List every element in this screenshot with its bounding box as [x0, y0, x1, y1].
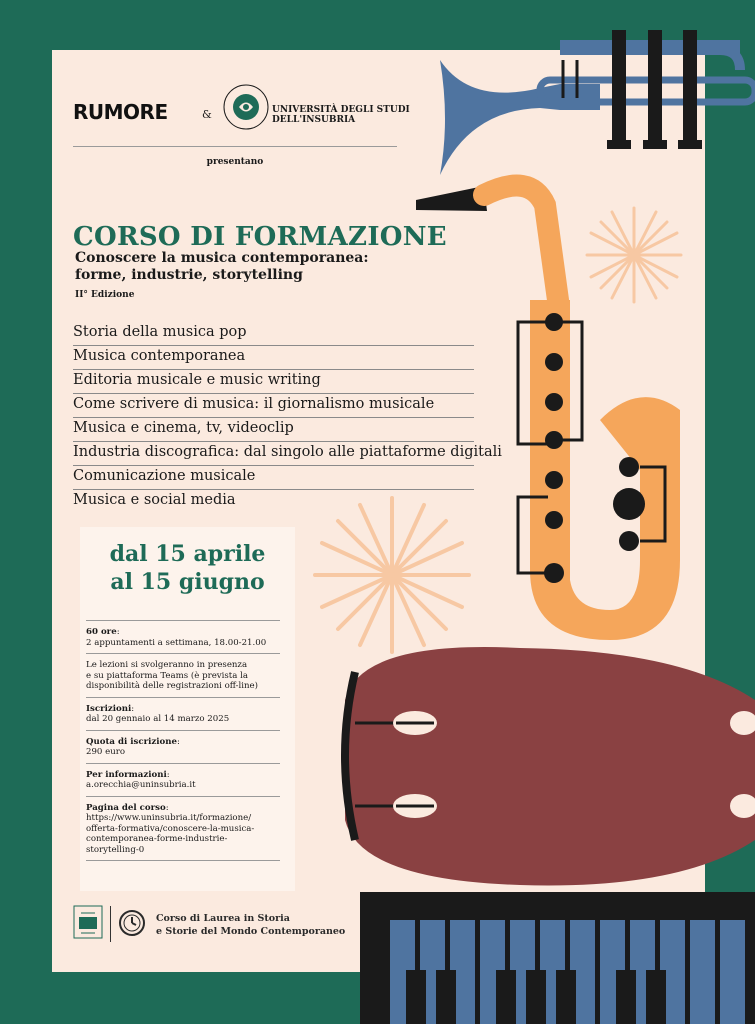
hours-label: 60 ore	[86, 627, 117, 637]
quota-text: 290 euro	[86, 747, 126, 757]
degree-course-label	[156, 912, 345, 938]
url-line2: offerta-formativa/conoscere-la-musica-	[86, 823, 255, 834]
contact-email-link[interactable]: a.orecchia@uninsubria.it	[86, 780, 196, 790]
dates-line2: al 15 giugno	[110, 569, 265, 595]
lessons-block	[86, 653, 280, 697]
quota-block: Quota di iscrizione: 290 euro	[86, 730, 280, 763]
edition-label: II° Edizione	[75, 290, 135, 300]
iscrizioni-text: dal 20 gennaio al 14 marzo 2025	[86, 714, 230, 724]
contact-block: Per informazioni: a.orecchia@uninsubria.it	[86, 763, 280, 796]
course-page-link[interactable]	[86, 813, 280, 855]
subtitle-line2: forme, industrie, storytelling	[75, 267, 303, 283]
rumore-logo: RUMORE	[73, 100, 168, 124]
presentano-label: presentano	[206, 157, 264, 167]
degree-line2: e Storie del Mondo Contemporaneo	[156, 926, 346, 937]
starburst-top	[587, 208, 681, 302]
ampersand: &	[202, 108, 212, 121]
header-divider	[73, 146, 397, 147]
footer-divider	[110, 906, 111, 942]
university-seal-icon	[223, 84, 269, 130]
lessons-line2: e su piattaforma Teams (è prevista la	[86, 670, 248, 681]
course-subtitle	[75, 250, 435, 284]
course-page-label: Pagina del corso	[86, 802, 166, 813]
url-line1: https://www.uninsubria.it/formazione/	[86, 813, 252, 823]
university-name	[272, 105, 412, 125]
iscrizioni-block: Iscrizioni: dal 20 gennaio al 14 marzo 2025	[86, 697, 280, 730]
course-page-block: Pagina del corso: https://www.uninsubria.it/formazione/ offerta-formativa/conoscere-la-musica- contemporanea-forme-industrie- storytelling-0	[86, 796, 280, 862]
keyboard	[360, 892, 755, 1024]
topic-item: Musica contemporanea	[73, 346, 474, 370]
university-name-line2: DELL'INSUBRIA	[272, 115, 356, 125]
topics-list	[73, 322, 502, 513]
lessons-line3: disponibilità delle registrazioni off-line)	[86, 681, 258, 691]
conga-drum	[333, 647, 755, 885]
topic-item: Storia della musica pop	[73, 322, 474, 346]
dates-line1: dal 15 aprile	[109, 541, 266, 567]
topic-item: Come scrivere di musica: il giornalismo musicale	[73, 394, 474, 418]
lessons-line1: Le lezioni si svolgeranno in presenza	[86, 660, 248, 670]
contact-label: Per informazioni	[86, 769, 167, 780]
course-dates	[80, 540, 295, 596]
quota-label: Quota di iscrizione	[86, 736, 177, 747]
iscrizioni-label: Iscrizioni	[86, 703, 132, 714]
topic-item: Editoria musicale e music writing	[73, 370, 474, 394]
topic-item: Comunicazione musicale	[73, 466, 474, 490]
hours-text: 2 appuntamenti a settimana, 18.00-21.00	[86, 637, 267, 648]
topic-item: Musica e cinema, tv, videoclip	[73, 418, 474, 442]
degree-line1: Corso di Laurea in Storia	[156, 913, 290, 924]
topic-item: Musica e social media	[73, 491, 236, 508]
subtitle-line1: Conoscere la musica contemporanea:	[75, 250, 369, 266]
url-line3: contemporanea-forme-industrie-	[86, 834, 228, 844]
publisher-logo	[73, 905, 103, 939]
clock-icon	[118, 909, 146, 937]
hours-block: 60 ore: 2 appuntamenti a settimana, 18.00-21.00	[86, 620, 280, 653]
info-details	[86, 620, 280, 861]
starburst-middle	[315, 498, 469, 652]
course-title: CORSO DI FORMAZIONE	[73, 222, 447, 252]
url-line4: storytelling-0	[86, 844, 145, 855]
topic-item: Industria discografica: dal singolo alle piattaforme digitali	[73, 442, 474, 466]
university-name-line1: UNIVERSITÀ DEGLI STUDI	[272, 105, 410, 115]
